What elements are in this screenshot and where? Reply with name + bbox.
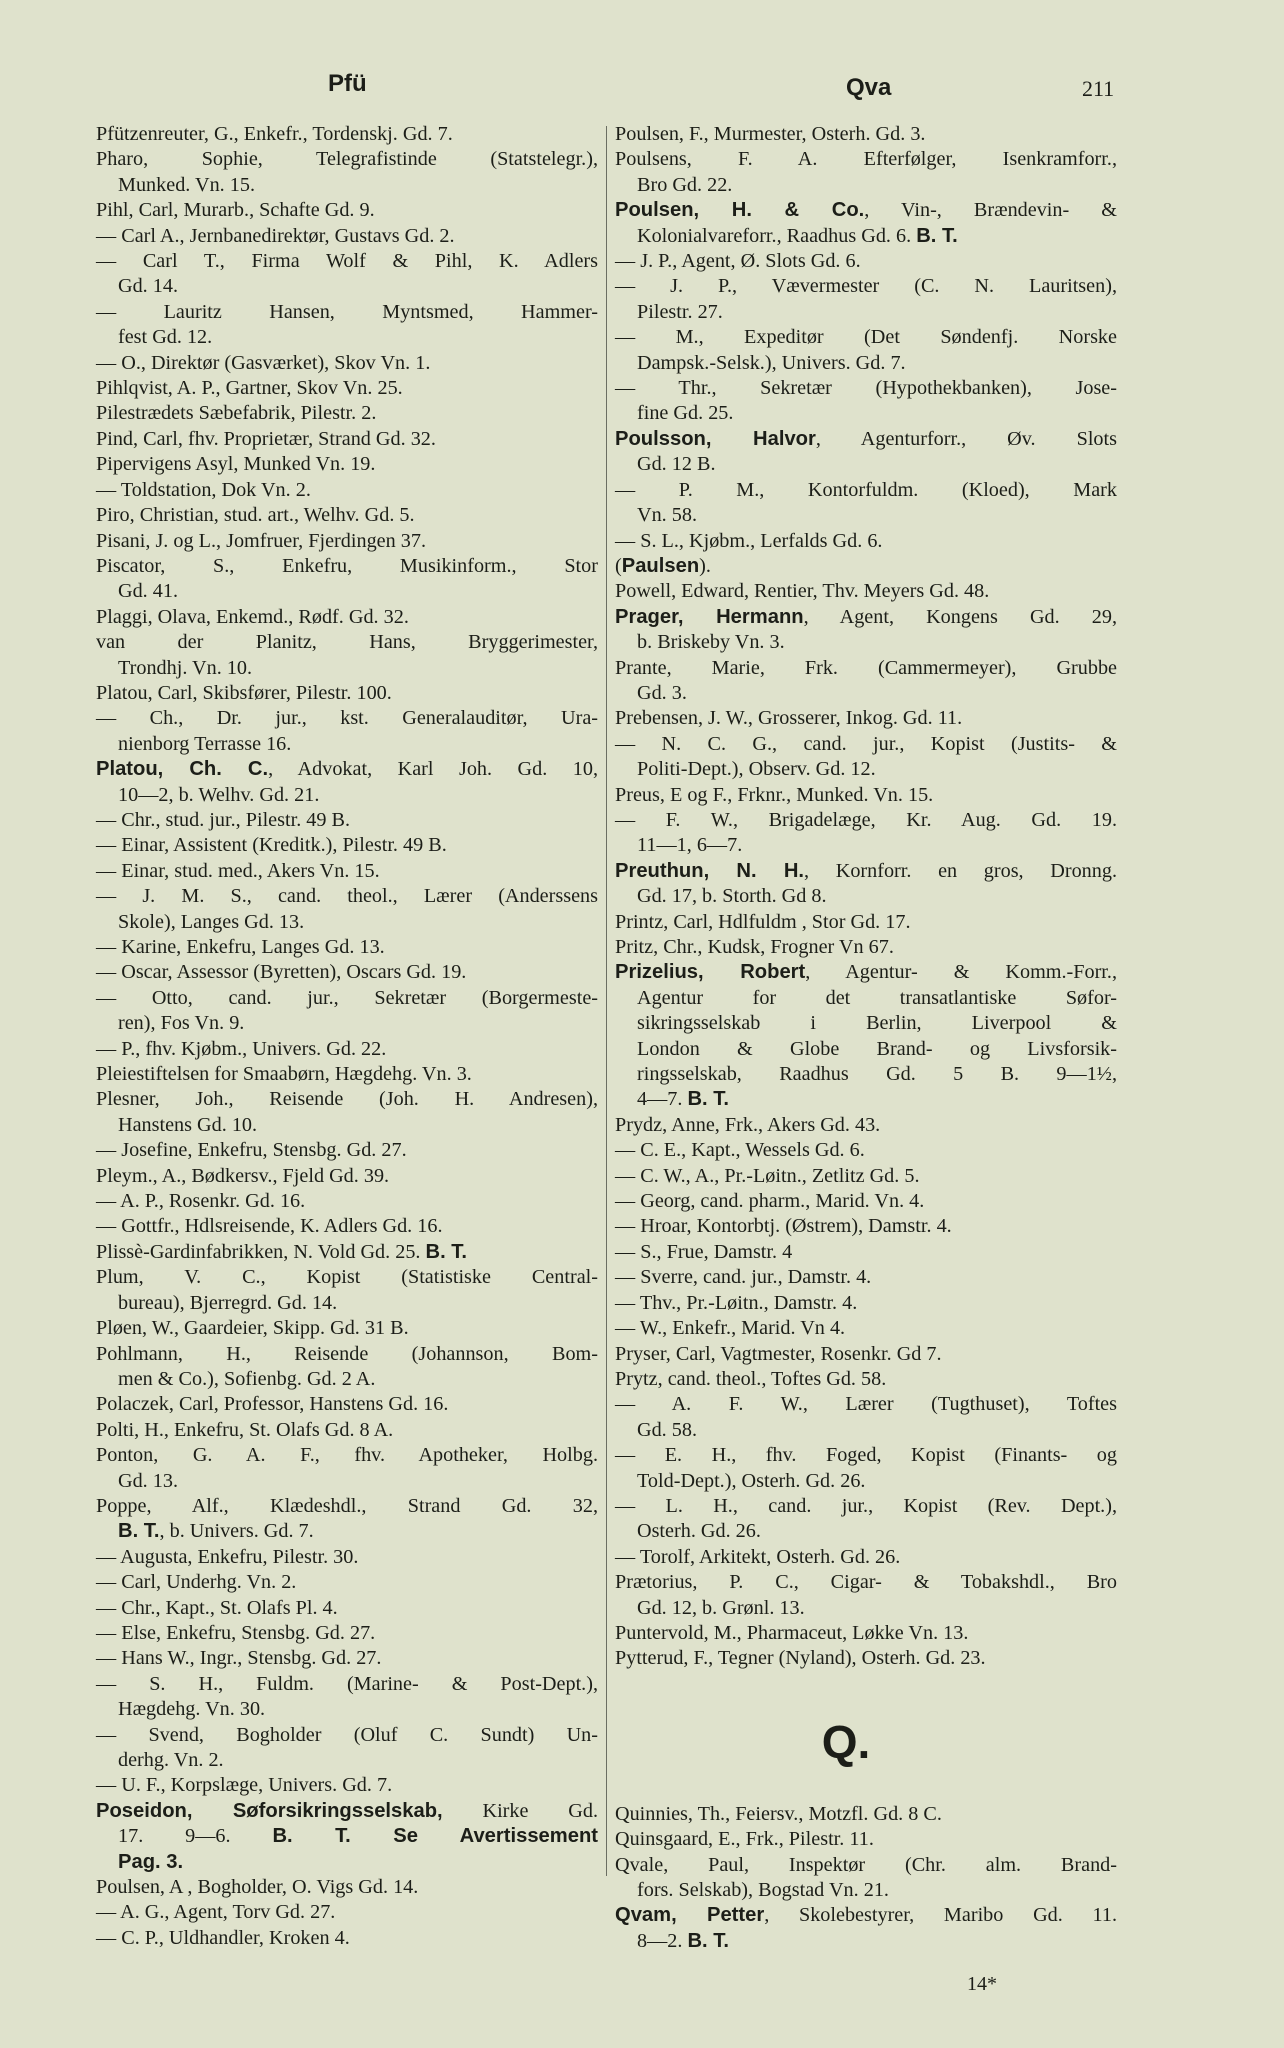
directory-entry bbox=[615, 732, 1117, 783]
entry-line: — Einar, Assistent (Kreditk.), Pilestr. 49 B. bbox=[96, 834, 447, 857]
directory-entry bbox=[96, 1342, 598, 1393]
entry-line: — Hans W., Ingr., Stensbg. Gd. 27. bbox=[96, 1647, 382, 1670]
directory-entry bbox=[615, 1802, 1117, 1827]
entry-line: Skole), Langes Gd. 13. bbox=[118, 910, 305, 933]
directory-entry bbox=[96, 224, 598, 249]
directory-entry bbox=[615, 1443, 1117, 1494]
entry-line: — Georg, cand. pharm., Marid. Vn. 4. bbox=[615, 1190, 925, 1213]
directory-entry bbox=[96, 1316, 598, 1341]
directory-entry bbox=[96, 681, 598, 706]
entry-line: — Sverre, cand. jur., Damstr. 4. bbox=[615, 1266, 872, 1289]
entry-line: Polti, H., Enkefru, St. Olafs Gd. 8 A. bbox=[96, 1418, 394, 1441]
entry-line: Poulsen, A , Bogholder, O. Vigs Gd. 14. bbox=[96, 1876, 419, 1899]
directory-entry bbox=[96, 630, 598, 681]
entry-line: Prydz, Anne, Frk., Akers Gd. 43. bbox=[615, 1113, 881, 1136]
directory-entry bbox=[96, 1646, 598, 1671]
entry-line: ren), Fos Vn. 9. bbox=[118, 1012, 245, 1035]
entry-line: Pihlqvist, A. P., Gartner, Skov Vn. 25. bbox=[96, 377, 403, 400]
directory-entry bbox=[96, 1443, 598, 1494]
entry-line: Gd. 3. bbox=[637, 681, 687, 704]
entry-line: — S., Frue, Damstr. 4 bbox=[615, 1240, 793, 1263]
directory-entry bbox=[96, 1900, 598, 1925]
entry-line: Pind, Carl, fhv. Proprietær, Strand Gd. 32. bbox=[96, 427, 436, 450]
entry-line: — C. E., Kapt., Wessels Gd. 6. bbox=[615, 1139, 865, 1162]
directory-entry bbox=[615, 1827, 1117, 1852]
directory-entry bbox=[96, 960, 598, 985]
entry-line: 8—2. B. T. bbox=[637, 1929, 729, 1952]
directory-entry bbox=[96, 1189, 598, 1214]
column-divider bbox=[606, 126, 607, 1876]
entry-line: — S. H., Fuldm. (Marine- & Post-Dept.), bbox=[96, 1672, 598, 1695]
entry-line: Pharo, Sophie, Telegrafistinde (Statstelegr.), bbox=[96, 148, 598, 171]
directory-entry bbox=[615, 808, 1117, 859]
section-letter-q: Q. bbox=[821, 1715, 871, 1768]
directory-entry bbox=[615, 1853, 1117, 1904]
directory-entry bbox=[96, 503, 598, 528]
directory-entry bbox=[96, 198, 598, 223]
entry-line: Gd. 12, b. Grønl. 13. bbox=[637, 1596, 805, 1619]
entry-line: — Ch., Dr. jur., kst. Generalauditør, Ura- bbox=[96, 707, 598, 730]
entry-line: Pløen, W., Gaardeier, Skipp. Gd. 31 B. bbox=[96, 1317, 409, 1340]
entry-line: — P. M., Kontorfuldm. (Kloed), Mark bbox=[615, 478, 1117, 501]
entry-line: 11—1, 6—7. bbox=[637, 834, 743, 857]
entry-line: — F. W., Brigadelæge, Kr. Aug. Gd. 19. bbox=[615, 808, 1117, 831]
entry-line: — Carl A., Jernbanedirektør, Gustavs Gd. 2. bbox=[96, 224, 455, 247]
signature-mark: 14* bbox=[967, 1973, 997, 1996]
entry-line: Prante, Marie, Frk. (Cammermeyer), Grubbe bbox=[615, 656, 1117, 679]
directory-entry bbox=[615, 147, 1117, 198]
directory-entry bbox=[96, 1087, 598, 1138]
directory-entry bbox=[96, 1494, 598, 1545]
entry-line: Kolonialvareforr., Raadhus Gd. 6. B. T. bbox=[637, 224, 958, 247]
right-column-p-entries bbox=[615, 122, 1117, 1672]
directory-entry bbox=[615, 1316, 1117, 1341]
entry-line: Gd. 41. bbox=[118, 580, 179, 603]
header-left-keyword: Pfü bbox=[328, 70, 367, 97]
entry-line: b. Briskeby Vn. 3. bbox=[637, 631, 785, 654]
directory-entry bbox=[96, 1062, 598, 1087]
entry-line: Poulsen, H. & Co., Vin-, Brændevin- & bbox=[615, 199, 1117, 222]
directory-entry bbox=[615, 1570, 1117, 1621]
directory-entry bbox=[96, 706, 598, 757]
entry-line: Pipervigens Asyl, Munked Vn. 19. bbox=[96, 453, 376, 476]
entry-line: — Carl T., Firma Wolf & Pihl, K. Adlers bbox=[96, 250, 598, 273]
directory-entry bbox=[615, 935, 1117, 960]
directory-entry bbox=[96, 529, 598, 554]
entry-line: Puntervold, M., Pharmaceut, Løkke Vn. 13. bbox=[615, 1621, 969, 1644]
entry-line: — Gottfr., Hdlsreisende, K. Adlers Gd. 16. bbox=[96, 1215, 443, 1238]
directory-entry bbox=[96, 1240, 598, 1265]
directory-entry bbox=[615, 1164, 1117, 1189]
entry-line: Prytz, cand. theol., Toftes Gd. 58. bbox=[615, 1367, 887, 1390]
directory-entry bbox=[96, 452, 598, 477]
entry-line: — M., Expeditør (Det Søndenfj. Norske bbox=[615, 326, 1117, 349]
entry-line: — P., fhv. Kjøbm., Univers. Gd. 22. bbox=[96, 1037, 387, 1060]
entry-line: Pag. 3. bbox=[118, 1850, 184, 1873]
directory-entry bbox=[96, 1926, 598, 1951]
entry-line: Poulsens, F. A. Efterfølger, Isenkramforr., bbox=[615, 148, 1117, 171]
directory-entry bbox=[96, 1570, 598, 1595]
entry-line: Pleiestiftelsen for Smaabørn, Hægdehg. Vn. 3. bbox=[96, 1063, 472, 1086]
directory-entry bbox=[96, 1392, 598, 1417]
entry-line: — U. F., Korpslæge, Univers. Gd. 7. bbox=[96, 1774, 393, 1797]
directory-entry bbox=[615, 1113, 1117, 1138]
entry-line: Quinsgaard, E., Frk., Pilestr. 11. bbox=[615, 1828, 874, 1851]
entry-line: — J. M. S., cand. theol., Lærer (Anderssens bbox=[96, 885, 598, 908]
entry-line: — Chr., stud. jur., Pilestr. 49 B. bbox=[96, 808, 351, 831]
entry-line: — C. P., Uldhandler, Kroken 4. bbox=[96, 1926, 350, 1949]
entry-line: — A. F. W., Lærer (Tugthuset), Toftes bbox=[615, 1393, 1117, 1416]
directory-entry bbox=[96, 1875, 598, 1900]
entry-line: Pohlmann, H., Reisende (Johannson, Bom- bbox=[96, 1342, 598, 1365]
entry-line: — Else, Enkefru, Stensbg. Gd. 27. bbox=[96, 1621, 376, 1644]
directory-entry bbox=[96, 401, 598, 426]
entry-line: Gd. 58. bbox=[637, 1418, 698, 1441]
entry-line: Piscator, S., Enkefru, Musikinform., Stor bbox=[96, 554, 598, 577]
directory-entry bbox=[615, 1392, 1117, 1443]
directory-entry bbox=[615, 1291, 1117, 1316]
directory-entry bbox=[96, 351, 598, 376]
entry-line: — L. H., cand. jur., Kopist (Rev. Dept.), bbox=[615, 1494, 1117, 1517]
directory-entry bbox=[96, 1723, 598, 1774]
entry-line: Gd. 12 B. bbox=[637, 453, 716, 476]
entry-line: Plaggi, Olava, Enkemd., Rødf. Gd. 32. bbox=[96, 605, 409, 628]
directory-entry bbox=[96, 376, 598, 401]
directory-entry bbox=[615, 960, 1117, 1112]
entry-line: Preuthun, N. H., Kornforr. en gros, Dronng. bbox=[615, 859, 1117, 882]
entry-line: — J. P., Vævermester (C. N. Lauritsen), bbox=[615, 275, 1117, 298]
entry-line: Gd. 17, b. Storth. Gd 8. bbox=[637, 885, 827, 908]
entry-line: Osterh. Gd. 26. bbox=[637, 1520, 761, 1543]
entry-line: — Carl, Underhg. Vn. 2. bbox=[96, 1571, 297, 1594]
header-right-keyword: Qva bbox=[846, 74, 892, 101]
directory-entry bbox=[615, 706, 1117, 731]
entry-line: Gd. 13. bbox=[118, 1469, 179, 1492]
entry-line: Poulsen, F., Murmester, Osterh. Gd. 3. bbox=[615, 123, 926, 145]
entry-line: Pritz, Chr., Kudsk, Frogner Vn 67. bbox=[615, 936, 894, 958]
entry-line: Dampsk.-Selsk.), Univers. Gd. 7. bbox=[637, 351, 906, 374]
entry-line: — Lauritz Hansen, Myntsmed, Hammer- bbox=[96, 300, 598, 323]
directory-entry bbox=[96, 859, 598, 884]
directory-entry bbox=[96, 1164, 598, 1189]
entry-line: — Oscar, Assessor (Byretten), Oscars Gd. 19. bbox=[96, 961, 467, 984]
entry-line: Preus, E og F., Frknr., Munked. Vn. 15. bbox=[615, 783, 934, 806]
directory-entry bbox=[615, 1265, 1117, 1290]
entry-line: Politi-Dept.), Observ. Gd. 12. bbox=[637, 758, 876, 781]
directory-entry bbox=[615, 910, 1117, 935]
directory-entry bbox=[615, 1646, 1117, 1671]
directory-entry bbox=[615, 1342, 1117, 1367]
entry-line: — J. P., Agent, Ø. Slots Gd. 6. bbox=[615, 250, 861, 273]
entry-line: — A. G., Agent, Torv Gd. 27. bbox=[96, 1901, 336, 1924]
directory-entry bbox=[96, 1214, 598, 1239]
entry-line: (Paulsen). bbox=[615, 554, 711, 577]
entry-line: — Karine, Enkefru, Langes Gd. 13. bbox=[96, 936, 385, 958]
directory-entry bbox=[615, 1903, 1117, 1954]
entry-line: B. T., b. Univers. Gd. 7. bbox=[118, 1520, 314, 1543]
entry-line: Hanstens Gd. 10. bbox=[118, 1113, 258, 1136]
directory-entry bbox=[615, 1494, 1117, 1545]
directory-entry bbox=[96, 986, 598, 1037]
directory-entry bbox=[615, 274, 1117, 325]
directory-entry bbox=[615, 249, 1117, 274]
directory-entry bbox=[96, 427, 598, 452]
directory-entry bbox=[96, 1672, 598, 1723]
entry-line: — Augusta, Enkefru, Pilestr. 30. bbox=[96, 1545, 359, 1568]
directory-entry bbox=[615, 427, 1117, 478]
entry-line: Pryser, Carl, Vagtmester, Rosenkr. Gd 7. bbox=[615, 1342, 942, 1365]
entry-line: Pfützenreuter, G., Enkefr., Tordenskj. Gd. 7. bbox=[96, 123, 453, 145]
directory-entry bbox=[615, 579, 1117, 604]
page-number: 211 bbox=[1082, 76, 1115, 101]
entry-line: bureau), Bjerregrd. Gd. 14. bbox=[118, 1291, 338, 1314]
directory-entry bbox=[96, 1799, 598, 1875]
directory-entry bbox=[615, 656, 1117, 707]
directory-entry bbox=[96, 833, 598, 858]
entry-line: nienborg Terrasse 16. bbox=[118, 732, 292, 755]
entry-line: derhg. Vn. 2. bbox=[118, 1749, 224, 1771]
entry-line: — Thr., Sekretær (Hypothekbanken), Jose- bbox=[615, 377, 1117, 400]
entry-line: Printz, Carl, Hdlfuldm , Stor Gd. 17. bbox=[615, 910, 911, 933]
entry-line: Munked. Vn. 15. bbox=[118, 173, 256, 196]
entry-line: sikringsselskab i Berlin, Liverpool & bbox=[637, 1012, 1117, 1035]
entry-line: London & Globe Brand- og Livsforsik- bbox=[637, 1037, 1117, 1060]
directory-entry bbox=[615, 325, 1117, 376]
directory-entry bbox=[96, 1265, 598, 1316]
directory-entry bbox=[615, 198, 1117, 249]
directory-entry bbox=[96, 1545, 598, 1570]
entry-line: Quinnies, Th., Feiersv., Motzfl. Gd. 8 C. bbox=[615, 1802, 942, 1825]
entry-line: — Chr., Kapt., St. Olafs Pl. 4. bbox=[96, 1596, 338, 1619]
directory-entry bbox=[615, 529, 1117, 554]
entry-line: Poseidon, Søforsikringsselskab, Kirke Gd. bbox=[96, 1799, 599, 1822]
entry-line: Powell, Edward, Rentier, Thv. Meyers Gd. 48. bbox=[615, 580, 990, 603]
entry-line: 4—7. B. T. bbox=[637, 1088, 729, 1111]
entry-line: Qvam, Petter, Skolebestyrer, Maribo Gd. 11. bbox=[615, 1904, 1118, 1927]
directory-entry bbox=[615, 605, 1117, 656]
directory-entry bbox=[96, 554, 598, 605]
directory-entry bbox=[615, 1367, 1117, 1392]
directory-entry bbox=[615, 859, 1117, 910]
entry-line: — O., Direktør (Gasværket), Skov Vn. 1. bbox=[96, 351, 431, 374]
entry-line: Gd. 14. bbox=[118, 275, 179, 298]
entry-line: 10—2, b. Welhv. Gd. 21. bbox=[118, 783, 320, 806]
entry-line: Plissè-Gardinfabrikken, N. Vold Gd. 25. B. T. bbox=[96, 1240, 468, 1263]
directory-entry bbox=[96, 478, 598, 503]
entry-line: Platou, Ch. C., Advokat, Karl Joh. Gd. 10, bbox=[96, 758, 599, 781]
directory-entry bbox=[615, 783, 1117, 808]
entry-line: fest Gd. 12. bbox=[118, 326, 213, 349]
entry-line: Bro Gd. 22. bbox=[637, 173, 733, 196]
entry-line: Platou, Carl, Skibsfører, Pilestr. 100. bbox=[96, 681, 392, 704]
directory-entry bbox=[96, 1621, 598, 1646]
entry-line: — A. P., Rosenkr. Gd. 16. bbox=[96, 1190, 306, 1213]
entry-line: Hægdehg. Vn. 30. bbox=[118, 1698, 266, 1721]
entry-line: Poppe, Alf., Klædeshdl., Strand Gd. 32, bbox=[96, 1494, 598, 1517]
entry-line: Pihl, Carl, Murarb., Schafte Gd. 9. bbox=[96, 199, 375, 222]
directory-entry bbox=[96, 884, 598, 935]
directory-entry bbox=[615, 554, 1117, 579]
entry-line: Plum, V. C., Kopist (Statistiske Central- bbox=[96, 1266, 598, 1289]
entry-line: — Thv., Pr.-Løitn., Damstr. 4. bbox=[615, 1291, 858, 1314]
entry-line: Told-Dept.), Osterh. Gd. 26. bbox=[637, 1469, 866, 1492]
entry-line: Pisani, J. og L., Jomfruer, Fjerdingen 37. bbox=[96, 529, 427, 552]
entry-line: Vn. 58. bbox=[637, 504, 698, 527]
right-column-q-entries bbox=[615, 1802, 1117, 1954]
directory-entry bbox=[96, 1138, 598, 1163]
entry-line: — Torolf, Arkitekt, Osterh. Gd. 26. bbox=[615, 1545, 901, 1568]
entry-line: — S. L., Kjøbm., Lerfalds Gd. 6. bbox=[615, 529, 883, 552]
directory-entry bbox=[615, 478, 1117, 529]
directory-entry bbox=[96, 605, 598, 630]
right-column bbox=[615, 122, 1117, 1998]
directory-entry bbox=[615, 1240, 1117, 1265]
directory-entry bbox=[96, 147, 598, 198]
entry-line: Prizelius, Robert, Agentur- & Komm.-Forr., bbox=[615, 961, 1117, 984]
directory-entry bbox=[96, 1037, 598, 1062]
entry-line: fors. Selskab), Bogstad Vn. 21. bbox=[637, 1879, 889, 1901]
entry-line: Pytterud, F., Tegner (Nyland), Osterh. Gd. 23. bbox=[615, 1647, 986, 1670]
directory-entry bbox=[615, 1189, 1117, 1214]
entry-line: — Otto, cand. jur., Sekretær (Borgermeste- bbox=[96, 986, 598, 1009]
entry-line: Prager, Hermann, Agent, Kongens Gd. 29, bbox=[615, 605, 1117, 628]
entry-line: Poulsson, Halvor, Agenturforr., Øv. Slots bbox=[615, 427, 1117, 450]
directory-entry bbox=[96, 935, 598, 960]
entry-line: Polaczek, Carl, Professor, Hanstens Gd. 16. bbox=[96, 1393, 449, 1416]
directory-entry bbox=[96, 808, 598, 833]
entry-line: Pleym., A., Bødkersv., Fjeld Gd. 39. bbox=[96, 1164, 390, 1187]
directory-entry bbox=[96, 300, 598, 351]
directory-entry bbox=[615, 376, 1117, 427]
directory-entry bbox=[96, 1773, 598, 1798]
entry-line: Ponton, G. A. F., fhv. Apotheker, Holbg. bbox=[96, 1444, 598, 1467]
entry-line: — Svend, Bogholder (Oluf C. Sundt) Un- bbox=[96, 1723, 598, 1746]
entry-line: — Toldstation, Dok Vn. 2. bbox=[96, 478, 311, 501]
entry-line: Plesner, Joh., Reisende (Joh. H. Andresen), bbox=[96, 1088, 598, 1111]
entry-line: — Einar, stud. med., Akers Vn. 15. bbox=[96, 859, 380, 882]
directory-entry bbox=[615, 1545, 1117, 1570]
directory-entry bbox=[615, 1138, 1117, 1163]
entry-line: — Hroar, Kontorbtj. (Østrem), Damstr. 4. bbox=[615, 1215, 952, 1238]
entry-line: — N. C. G., cand. jur., Kopist (Justits- & bbox=[615, 732, 1117, 755]
entry-line: 17. 9—6. B. T. Se Avertissement bbox=[118, 1825, 599, 1848]
entry-line: Prætorius, P. C., Cigar- & Tobakshdl., Bro bbox=[615, 1571, 1117, 1594]
entry-line: — W., Enkefr., Marid. Vn 4. bbox=[615, 1317, 846, 1340]
directory-entry bbox=[96, 757, 598, 808]
directory-entry bbox=[96, 1418, 598, 1443]
entry-line: Qvale, Paul, Inspektør (Chr. alm. Brand- bbox=[615, 1853, 1117, 1876]
entry-line: Pilestrædets Sæbefabrik, Pilestr. 2. bbox=[96, 402, 377, 425]
directory-entry bbox=[96, 1596, 598, 1621]
entry-line: — Josefine, Enkefru, Stensbg. Gd. 27. bbox=[96, 1139, 407, 1162]
entry-line: ringsselskab, Raadhus Gd. 5 B. 9—1½, bbox=[637, 1063, 1117, 1086]
entry-line: Pilestr. 27. bbox=[637, 300, 723, 323]
directory-entry bbox=[96, 122, 598, 147]
entry-line: Trondhj. Vn. 10. bbox=[118, 656, 253, 679]
directory-entry bbox=[615, 122, 1117, 147]
directory-entry bbox=[96, 249, 598, 300]
entry-line: van der Planitz, Hans, Bryggerimester, bbox=[96, 631, 598, 654]
entry-line: Prebensen, J. W., Grosserer, Inkog. Gd. 11. bbox=[615, 707, 963, 730]
entry-line: Piro, Christian, stud. art., Welhv. Gd. 5. bbox=[96, 504, 415, 527]
entry-line: fine Gd. 25. bbox=[637, 402, 734, 425]
entry-line: — E. H., fhv. Foged, Kopist (Finants- og bbox=[615, 1444, 1117, 1467]
left-column bbox=[96, 122, 598, 1951]
entry-line: — C. W., A., Pr.-Løitn., Zetlitz Gd. 5. bbox=[615, 1164, 920, 1187]
entry-line: men & Co.), Sofienbg. Gd. 2 A. bbox=[118, 1367, 376, 1390]
directory-entry bbox=[615, 1214, 1117, 1239]
directory-entry bbox=[615, 1621, 1117, 1646]
page-header bbox=[0, 70, 1284, 110]
entry-line: Agentur for det transatlantiske Søfor- bbox=[637, 986, 1117, 1009]
